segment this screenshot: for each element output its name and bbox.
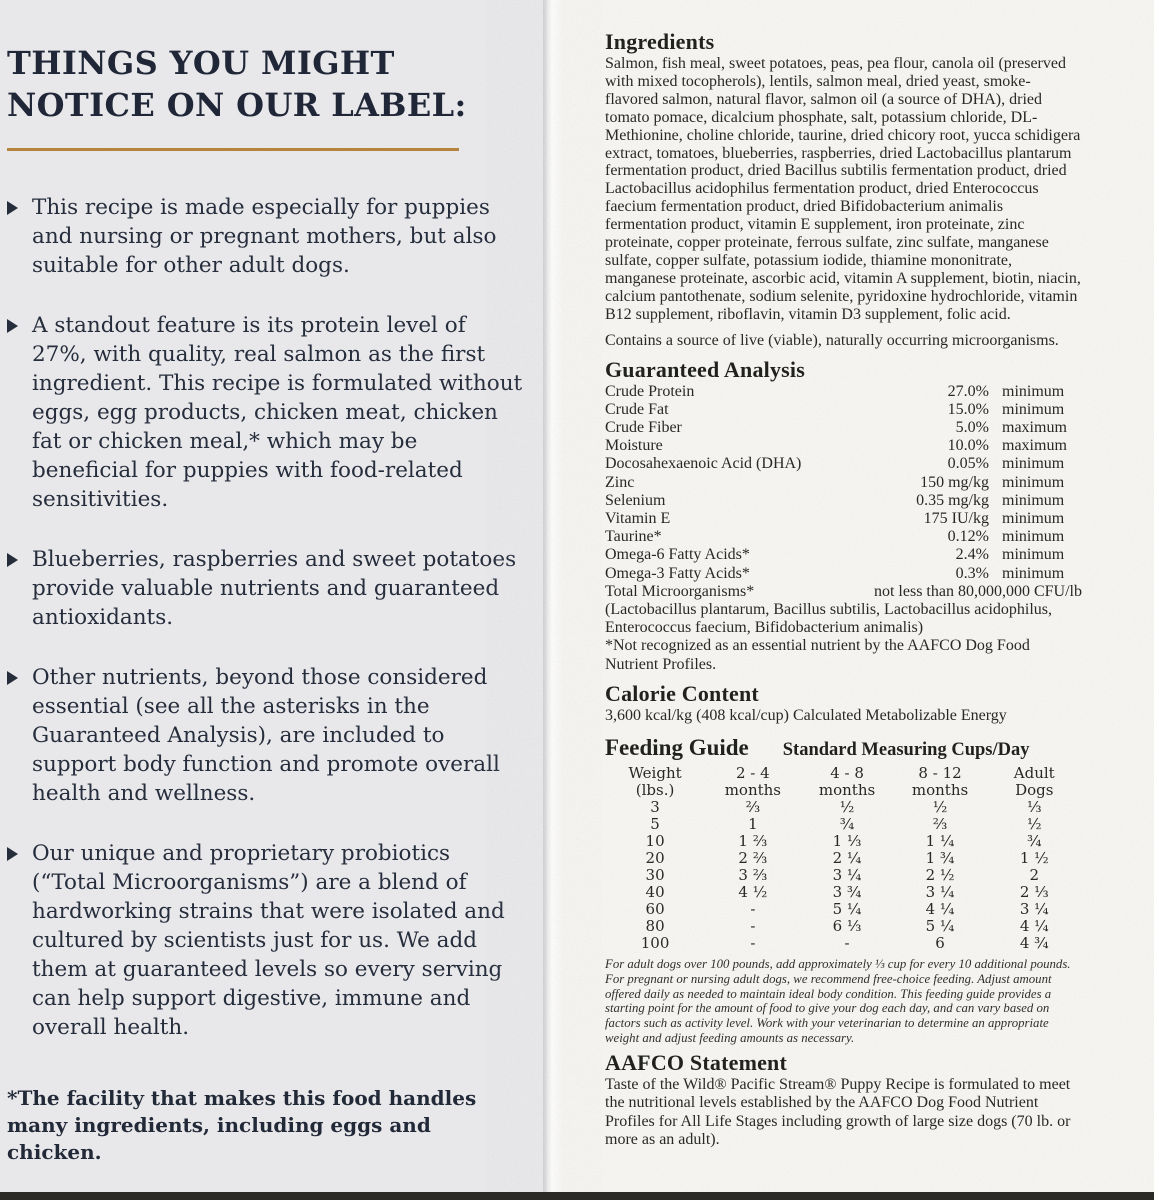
ga-row — [605, 528, 1082, 546]
aafco-body: Taste of the Wild® Pacific Stream® Puppy Recipe is formulated to meet the nutritional levels established by the AAFCO Dog Food Nutrient Profiles for All Life Stages including growth of large size dogs (70 lb. or more as an adult). — [605, 1075, 1071, 1149]
aafco-title: AAFCO Statement — [605, 1049, 788, 1075]
ga-row — [605, 401, 1082, 419]
ga-total-value: not less than 80,000,000 CFU/lb — [873, 582, 1082, 600]
ga-qualifier: maximum — [1002, 437, 1067, 455]
ga-total-name: Total Microorganisms* — [605, 582, 755, 600]
feeding-header-line-2: months — [911, 781, 969, 800]
feeding-cell: ⅔ — [932, 815, 948, 834]
feeding-cell: 80 — [645, 917, 665, 936]
ga-value: 150 mg/kg — [920, 473, 989, 491]
bullet-text: Other nutrients, beyond those considered essential (see all the asterisks in the Guaranteed Analysis), are included to support body function and promote overall health and wellness. — [32, 665, 500, 806]
ga-name: Selenium — [605, 491, 666, 509]
guaranteed-analysis-section — [605, 358, 1082, 674]
feeding-cell: ½ — [1026, 815, 1042, 834]
ga-name: Crude Protein — [605, 382, 695, 400]
feeding-row — [605, 884, 1082, 901]
list-item — [7, 663, 523, 808]
ga-rows — [605, 383, 1082, 583]
feeding-row — [605, 918, 1082, 935]
ga-qualifier: maximum — [1002, 419, 1067, 436]
feeding-cell: ½ — [932, 798, 948, 817]
page-title-line-1: THINGS YOU MIGHT — [7, 44, 395, 82]
triangle-bullet-icon — [7, 553, 18, 567]
feeding-cell: 2 ⅓ — [1019, 883, 1049, 902]
feeding-header-cell — [987, 765, 1082, 799]
feeding-header-line-1: Weight — [628, 764, 682, 783]
feeding-row — [605, 867, 1082, 884]
feeding-cell: - — [750, 917, 756, 936]
list-item — [7, 839, 523, 1042]
ga-row — [605, 492, 1082, 510]
feeding-cell: 5 — [650, 815, 660, 834]
feeding-cell: ¾ — [1026, 832, 1042, 851]
bullet-text: This recipe is made especially for puppies and nursing or pregnant mothers, but also suitable for other adult dogs. — [32, 195, 497, 278]
calorie-content-body: 3,600 kcal/kg (408 kcal/cup) Calculated Metabolizable Energy — [605, 706, 1007, 724]
feeding-cell: 2 ½ — [925, 866, 955, 885]
feeding-cell: 4 ¾ — [1019, 934, 1049, 953]
ga-qualifier: minimum — [1002, 473, 1065, 491]
feeding-cell: 6 ⅓ — [832, 917, 862, 936]
bullet-text: A standout feature is its protein level of 27%, with quality, real salmon as the first ingredient. This recipe is formulated without eggs, egg products, chicken meat, chicken fat or chicken meal,* which may be beneficial for puppies with food-related sensitivities. — [32, 313, 523, 512]
feeding-cell: 3 ⅔ — [738, 866, 768, 885]
feeding-cell: 1 ⅔ — [738, 832, 768, 851]
feeding-header-line-2: months — [724, 781, 781, 800]
ga-row — [605, 437, 1082, 455]
ingredients-title: Ingredients — [605, 29, 715, 54]
right-panel — [547, 0, 1154, 1192]
feeding-cell: ¾ — [839, 815, 855, 834]
ga-name: Omega-6 Fatty Acids* — [605, 546, 750, 564]
aafco-section — [605, 1051, 1082, 1150]
ga-species-note: (Lactobacillus plantarum, Bacillus subtilis, Lactobacillus acidophilus, Enterococcus faecium, Bifidobacterium animalis) — [605, 601, 1053, 637]
feeding-header-line-1: 2 - 4 — [736, 764, 770, 783]
ga-row — [605, 546, 1082, 564]
ga-row — [605, 565, 1082, 583]
list-item — [7, 545, 523, 632]
ga-qualifier: minimum — [1002, 564, 1065, 582]
ga-value: 175 IU/kg — [923, 510, 989, 528]
bullet-text: Our unique and proprietary probiotics (“Total Microorganisms”) are a blend of hardworking strains that were isolated and cultured by scientists just for us. We add them at guaranteed levels so every serving can help support digestive, immune and overall health. — [32, 841, 505, 1040]
feeding-rows — [605, 799, 1082, 952]
ga-qualifier: minimum — [1002, 546, 1065, 564]
feeding-cell: 100 — [640, 934, 670, 953]
ga-name: Zinc — [605, 473, 635, 491]
feeding-header-line-2: (lbs.) — [635, 781, 675, 800]
feeding-header-cell — [605, 765, 705, 799]
left-footnote: *The facility that makes this food handles many ingredients, including eggs and chicken. — [7, 1086, 477, 1164]
ga-row — [605, 383, 1082, 401]
feeding-cell: ⅓ — [1026, 798, 1042, 817]
calorie-content-section — [605, 682, 1082, 726]
feeding-guide-header — [605, 735, 1082, 761]
ga-qualifier: minimum — [1002, 400, 1065, 418]
bullet-text: Blueberries, raspberries and sweet potatoes provide valuable nutrients and guaranteed antioxidants. — [32, 547, 517, 630]
ga-value: 0.12% — [947, 528, 989, 546]
triangle-bullet-icon — [7, 847, 18, 861]
feeding-cell: 60 — [645, 900, 665, 919]
feeding-cell: - — [844, 934, 850, 953]
feeding-cell: 5 ¼ — [925, 917, 955, 936]
feeding-cell: 3 ¼ — [832, 866, 862, 885]
feeding-row — [605, 935, 1082, 952]
feeding-cell: 1 — [748, 815, 758, 834]
ga-row — [605, 474, 1082, 492]
ga-footnote: *Not recognized as an essential nutrient by the AAFCO Dog Food Nutrient Profiles. — [605, 637, 1030, 673]
ga-name: Crude Fiber — [605, 419, 682, 436]
ga-row — [605, 455, 1082, 473]
feeding-cell: 3 ¾ — [832, 883, 862, 902]
ga-value: 0.05% — [947, 455, 989, 473]
feeding-header-cell — [705, 765, 800, 799]
feeding-cell: 3 — [650, 798, 660, 817]
feeding-header-line-1: 8 - 12 — [918, 764, 962, 783]
feeding-cell: ⅔ — [745, 798, 761, 817]
ga-qualifier: minimum — [1002, 491, 1065, 509]
feeding-header-line-2: months — [818, 781, 876, 800]
page-title-line-2: NOTICE ON OUR LABEL: — [7, 86, 467, 124]
feeding-header-line-1: Adult — [1013, 764, 1055, 783]
feeding-cell: 5 ¼ — [832, 900, 862, 919]
feeding-cell: 1 ⅓ — [832, 832, 862, 851]
feeding-cell: 10 — [645, 832, 665, 851]
ga-value: 27.0% — [947, 382, 989, 400]
feeding-header-row — [605, 765, 1082, 799]
notice-list — [7, 193, 523, 1042]
feeding-cell: 3 ¼ — [1019, 900, 1049, 919]
ga-name: Moisture — [605, 437, 663, 455]
feeding-cell: 2 — [1029, 866, 1040, 885]
bottom-bar — [0, 1192, 1154, 1200]
feeding-cell: 1 ¾ — [925, 849, 955, 868]
feeding-header-line-1: 4 - 8 — [830, 764, 864, 783]
feeding-cell: 1 ¼ — [925, 832, 955, 851]
page-title — [7, 42, 523, 126]
ga-name: Taurine* — [605, 528, 662, 546]
ga-total-row — [605, 583, 1082, 601]
feeding-row — [605, 850, 1082, 867]
ga-value: 2.4% — [955, 546, 989, 564]
microorganisms-note: Contains a source of live (viable), naturally occurring microorganisms. — [605, 331, 1059, 349]
ga-qualifier: minimum — [1002, 382, 1065, 400]
ga-qualifier: minimum — [1002, 455, 1065, 473]
list-item — [7, 311, 523, 514]
feeding-note: For adult dogs over 100 pounds, add approximately ⅓ cup for every 10 additional pounds. For pregnant or nursing adult dogs, we recommend free-choice feeding. Adjust amount offered daily as needed to maintain ideal body condition. This feeding guide provides a starting point for the amount of food to give your dog each day, and can vary based on factors such as activity level. Work with your veterinarian to determine an appropriate weight and adjust feeding amounts as necessary. — [605, 957, 1071, 1045]
triangle-bullet-icon — [7, 201, 18, 215]
feeding-guide-title: Feeding Guide — [605, 735, 749, 761]
feeding-guide-subtitle: Standard Measuring Cups/Day — [782, 740, 1030, 761]
ingredients-body: Salmon, fish meal, sweet potatoes, peas, pea flour, canola oil (preserved with mixed tocopherols), lentils, salmon meal, dried yeast, smoke-flavored salmon, natural flavor, salmon oil (a source of DHA), dried tomato pomace, dicalcium phosphate, salt, potassium chloride, DL-Methionine, choline chloride, taurine, dried chicory root, yucca schidigera extract, tomatoes, blueberries, raspberries, dried Lactobacillus plantarum fermentation product, dried Bacillus subtilis fermentation product, dried Lactobacillus acidophilus fermentation product, dried Enterococcus faecium fermentation product, dried Bifidobacterium animalis fermentation product, vitamin E supplement, iron proteinate, zinc proteinate, copper proteinate, ferrous sulfate, zinc sulfate, manganese sulfate, copper sulfate, potassium iodide, thiamine mononitrate, manganese proteinate, ascorbic acid, vitamin A supplement, biotin, niacin, calcium pantothenate, sodium selenite, pyridoxine hydrochloride, vitamin B12 supplement, riboflavin, vitamin D3 supplement, folic acid. — [605, 55, 1081, 323]
feeding-guide-section — [605, 735, 1082, 1045]
feeding-row — [605, 816, 1082, 833]
feeding-cell: 6 — [935, 934, 945, 953]
feeding-row — [605, 901, 1082, 918]
feeding-cell: - — [750, 934, 756, 953]
feeding-header-line-2: Dogs — [1015, 781, 1054, 800]
ga-name: Crude Fat — [605, 400, 669, 418]
feeding-cell: 4 ¼ — [1019, 917, 1049, 936]
ga-row — [605, 419, 1082, 437]
feeding-cell: 30 — [645, 866, 665, 885]
ingredients-section — [605, 30, 1082, 350]
ga-name: Docosahexaenoic Acid (DHA) — [605, 455, 802, 473]
feeding-cell: 4 ¼ — [925, 900, 955, 919]
ga-row — [605, 510, 1082, 528]
ga-qualifier: minimum — [1002, 510, 1065, 528]
feeding-header-cell — [801, 765, 894, 799]
feeding-row — [605, 833, 1082, 850]
ga-value: 15.0% — [947, 400, 989, 418]
ga-value: 5.0% — [955, 419, 989, 436]
feeding-cell: 4 ½ — [738, 883, 768, 902]
feeding-cell: 3 ¼ — [925, 883, 955, 902]
ga-name: Omega-3 Fatty Acids* — [605, 564, 750, 582]
triangle-bullet-icon — [7, 671, 18, 685]
feeding-cell: 20 — [645, 849, 665, 868]
feeding-cell: 40 — [645, 883, 665, 902]
calorie-content-title: Calorie Content — [605, 680, 759, 706]
title-divider — [7, 148, 459, 151]
list-item — [7, 193, 523, 280]
ga-value: 10.0% — [947, 437, 989, 455]
ga-value: 0.35 mg/kg — [916, 491, 989, 509]
ga-name: Vitamin E — [605, 510, 671, 528]
feeding-row — [605, 799, 1082, 816]
left-panel — [0, 0, 547, 1192]
feeding-cell: 2 ⅔ — [738, 849, 768, 868]
feeding-header-cell — [894, 765, 987, 799]
guaranteed-analysis-title: Guaranteed Analysis — [605, 356, 805, 382]
feeding-table — [605, 765, 1082, 952]
feeding-cell: 1 ½ — [1019, 849, 1049, 868]
feeding-cell: 2 ¼ — [832, 849, 862, 868]
feeding-cell: - — [750, 900, 756, 919]
feeding-cell: ½ — [839, 798, 855, 817]
ga-qualifier: minimum — [1002, 528, 1065, 546]
ga-value: 0.3% — [955, 564, 989, 582]
triangle-bullet-icon — [7, 319, 18, 333]
